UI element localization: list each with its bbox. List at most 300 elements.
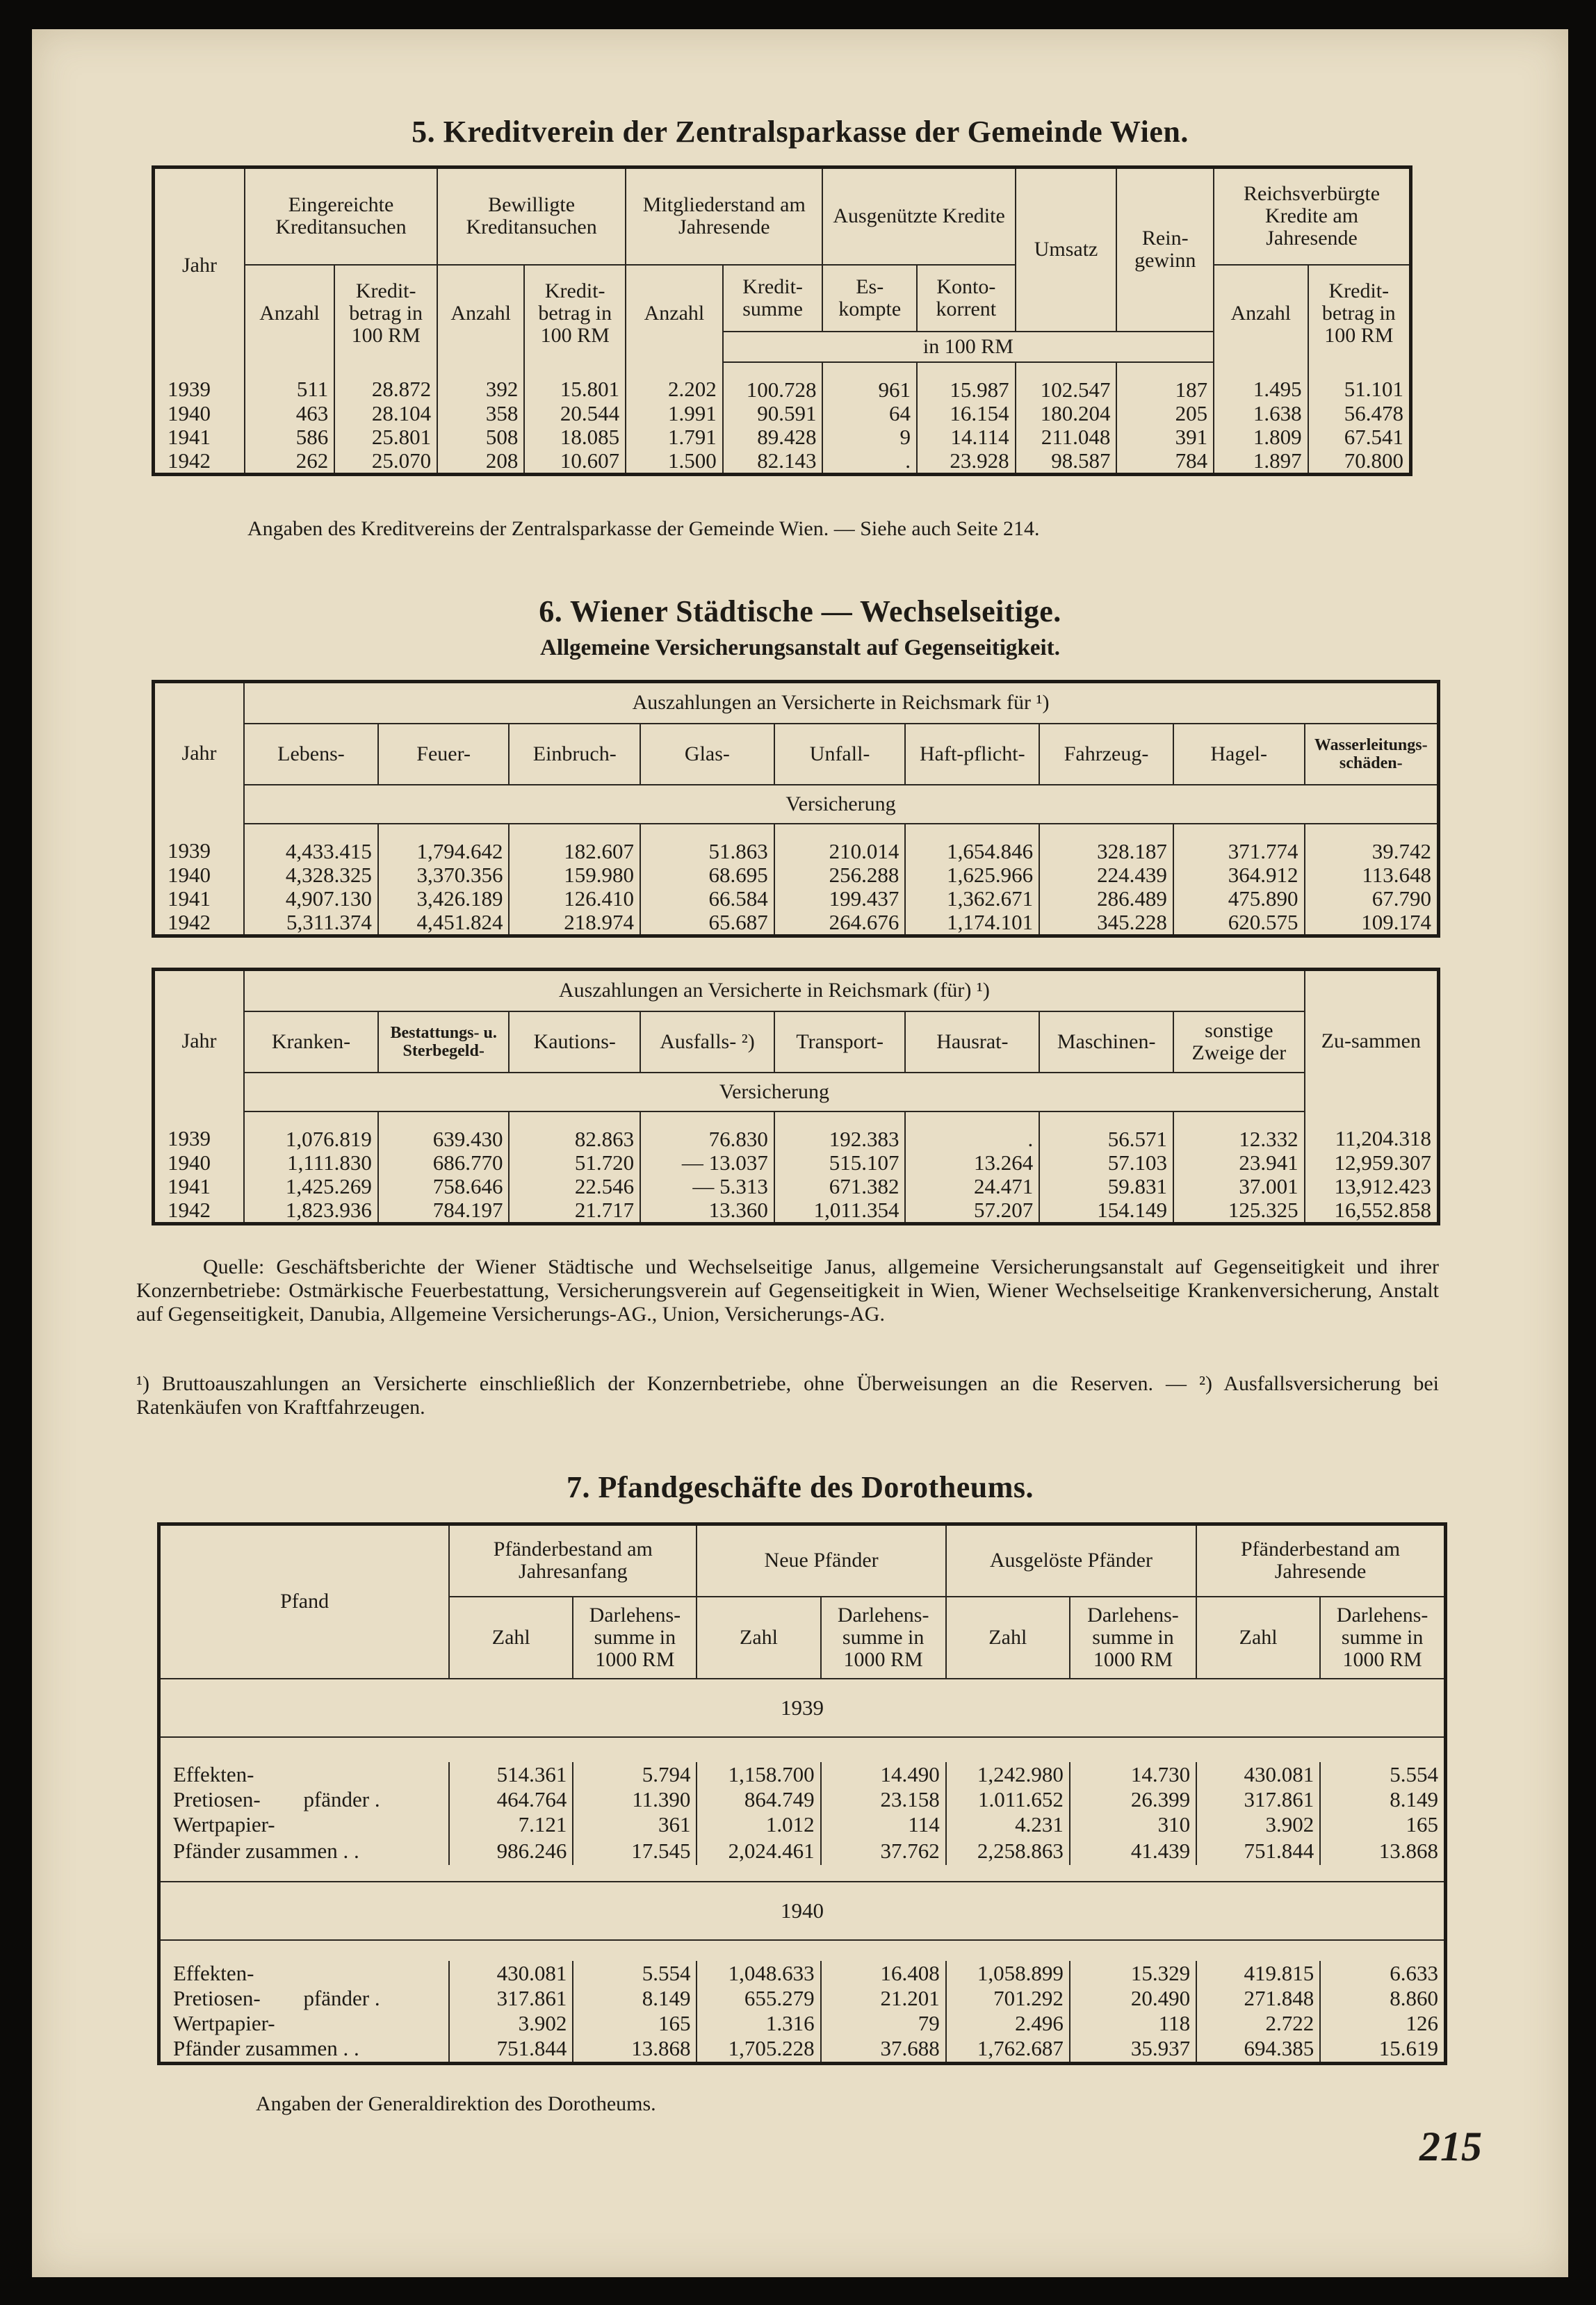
value-cell: 961: [822, 362, 917, 402]
total-cell: 15.619: [1320, 2036, 1445, 2064]
section-7-heading: [32, 1469, 1568, 1505]
insurance-table-1: [152, 680, 1440, 938]
column-header: Unfall-: [774, 724, 906, 785]
value-cell: 286.489: [1039, 887, 1173, 911]
value-cell: 9: [822, 425, 917, 449]
header-in-100-rm: in 100 RM: [723, 332, 1214, 362]
header-eingereichte: Eingereichte Kreditansuchen: [245, 168, 437, 265]
table-row: [154, 362, 1411, 402]
value-cell: 20.490: [1070, 1986, 1196, 2011]
column-header: Glas-: [640, 724, 774, 785]
section-6-title: 6. Wiener Städtische — Wechselseitige.: [539, 594, 1061, 628]
value-cell: 23.928: [917, 449, 1016, 475]
row-label-text: Pretiosen-: [173, 1786, 261, 1811]
value-cell: 1.791: [626, 425, 723, 449]
credit-union-table: [152, 165, 1412, 476]
header-versicherung: Versicherung: [244, 1073, 1305, 1111]
value-cell: 1.316: [697, 2011, 820, 2036]
value-cell: 192.383: [774, 1111, 906, 1151]
header-kreditbetrag: Kredit-betrag in 100 RM: [1308, 265, 1411, 362]
value-cell: 15.987: [917, 362, 1016, 402]
year-cell: 1941: [168, 886, 211, 911]
header-jahr: Jahr: [181, 741, 217, 765]
header-anzahl: Anzahl: [437, 265, 524, 362]
value-cell: .: [905, 1111, 1039, 1151]
total-cell: 41.439: [1070, 1837, 1196, 1865]
value-cell: 65.687: [640, 911, 774, 936]
value-cell: 1,823.936: [244, 1198, 378, 1224]
value-cell: 1,076.819: [244, 1111, 378, 1151]
value-cell: 89.428: [723, 425, 823, 449]
value-cell: 3.902: [449, 2011, 573, 2036]
value-cell: 1.495: [1214, 362, 1308, 402]
table-row: [159, 1986, 1446, 2011]
value-cell: 328.187: [1039, 824, 1173, 863]
column-header: Maschinen-: [1039, 1011, 1173, 1073]
total-cell: 1,762.687: [946, 2036, 1070, 2064]
total-cell: 13.868: [1320, 1837, 1445, 1865]
column-header: Hausrat-: [905, 1011, 1039, 1073]
total-cell: 13.868: [573, 2036, 697, 2064]
value-cell: 4,433.415: [244, 824, 378, 863]
value-cell: 208: [437, 449, 524, 475]
value-cell: 3,370.356: [378, 863, 510, 887]
value-cell: 671.382: [774, 1175, 906, 1198]
value-cell: 1,425.269: [244, 1175, 378, 1198]
value-cell: 511: [245, 362, 334, 402]
value-cell: 1,654.846: [905, 824, 1039, 863]
value-cell: 4.231: [946, 1812, 1070, 1837]
value-cell: 218.974: [509, 911, 640, 936]
row-label: [159, 1762, 450, 1787]
value-cell: 1,111.830: [244, 1151, 378, 1175]
column-header: Hagel-: [1173, 724, 1305, 785]
header-zusammen: Zu-sammen: [1305, 970, 1439, 1111]
header-auszahlungen-1: Auszahlungen an Versicherte in Reichsmark für ¹): [244, 682, 1438, 724]
header-anzahl: Anzahl: [1214, 265, 1308, 362]
year-cell: 1939: [168, 377, 211, 401]
value-cell: 5.554: [573, 1961, 697, 1986]
value-cell: 114: [821, 1812, 946, 1837]
value-cell: 317.861: [449, 1986, 573, 2011]
value-cell: 165: [573, 2011, 697, 2036]
total-label: Pfänder zusammen . .: [173, 2036, 359, 2061]
spacer-cell: [159, 1737, 1446, 1762]
header-group-neue: Neue Pfänder: [697, 1524, 945, 1597]
section-6-subtitle: Allgemeine Versicherungsanstalt auf Gegenseitigkeit.: [540, 635, 1060, 660]
header-group-ende: Pfänderbestand am Jahresende: [1196, 1524, 1445, 1597]
value-cell: 14.730: [1070, 1762, 1196, 1787]
value-cell: 317.861: [1196, 1787, 1320, 1812]
column-header: Transport-: [774, 1011, 906, 1073]
value-cell: 264.676: [774, 911, 906, 936]
row-label: [159, 2011, 450, 2036]
total-row: [159, 2036, 1446, 2064]
pfaender-suffix: pfänder .: [303, 1985, 380, 2010]
value-cell: 125.325: [1173, 1198, 1305, 1224]
header-darlehenssumme: Darlehens-summe in 1000 RM: [821, 1597, 946, 1679]
row-label: [159, 1787, 450, 1812]
value-cell: 463: [245, 402, 334, 425]
header-mitgliederstand: Mitgliederstand am Jahresende: [626, 168, 822, 265]
value-cell: 25.801: [334, 425, 437, 449]
value-cell: 37.001: [1173, 1175, 1305, 1198]
document-page: [32, 29, 1568, 2277]
value-cell: 1,625.966: [905, 863, 1039, 887]
insurance-table-2: [152, 968, 1440, 1225]
value-cell: 4,328.325: [244, 863, 378, 887]
section-5-heading: [32, 114, 1568, 149]
column-header: Kautions-: [509, 1011, 640, 1073]
value-cell: 199.437: [774, 887, 906, 911]
value-cell: 182.607: [509, 824, 640, 863]
page-number: 215: [1419, 2124, 1482, 2169]
row-label-text: Wertpapier-: [173, 2010, 275, 2035]
value-cell: 59.831: [1039, 1175, 1173, 1198]
header-jahr: Jahr: [181, 1029, 217, 1052]
header-anzahl: Anzahl: [245, 265, 334, 362]
value-cell: .: [822, 449, 917, 475]
value-cell: 13.264: [905, 1151, 1039, 1175]
header-anzahl: Anzahl: [626, 265, 723, 362]
header-eskompte: Es-kompte: [822, 265, 917, 332]
value-cell: 57.103: [1039, 1151, 1173, 1175]
header-reichsverbuergte: Reichsverbürgte Kredite am Jahresende: [1214, 168, 1410, 265]
value-cell: 1,011.354: [774, 1198, 906, 1224]
value-cell: 639.430: [378, 1111, 510, 1151]
header-darlehenssumme: Darlehens-summe in 1000 RM: [1070, 1597, 1196, 1679]
spacer-cell: [159, 1940, 1446, 1961]
value-cell: 90.591: [723, 402, 823, 425]
header-versicherung: Versicherung: [244, 785, 1438, 824]
value-cell: 475.890: [1173, 887, 1305, 911]
value-cell: 154.149: [1039, 1198, 1173, 1224]
value-cell: 1,158.700: [697, 1762, 820, 1787]
table-row: [159, 2011, 1446, 2036]
header-kontokorrent: Konto-korrent: [917, 265, 1016, 332]
header-zahl: Zahl: [1196, 1597, 1320, 1679]
value-cell: 430.081: [1196, 1762, 1320, 1787]
header-darlehenssumme: Darlehens-summe in 1000 RM: [573, 1597, 697, 1679]
header-kreditbetrag: Kredit-betrag in 100 RM: [524, 265, 626, 362]
pawn-table: [157, 1522, 1447, 2065]
spacer-row: [159, 1940, 1446, 1961]
value-cell: 392: [437, 362, 524, 402]
value-cell: 57.207: [905, 1198, 1039, 1224]
value-cell: 2.722: [1196, 2011, 1320, 2036]
value-cell: 758.646: [378, 1175, 510, 1198]
value-cell: 56.571: [1039, 1111, 1173, 1151]
value-cell: 67.790: [1305, 887, 1439, 911]
year-cell: 1940: [168, 862, 211, 887]
year-cell: 1942: [168, 448, 211, 473]
value-cell: 1.809: [1214, 425, 1308, 449]
value-cell: 126: [1320, 2011, 1445, 2036]
value-cell: 3,426.189: [378, 887, 510, 911]
value-cell: 1.012: [697, 1812, 820, 1837]
table-row: [159, 1787, 1446, 1812]
table-row: [154, 887, 1439, 911]
total-row: [159, 1837, 1446, 1865]
row-label-text: Pretiosen-: [173, 1985, 261, 2010]
value-cell: 20.544: [524, 402, 626, 425]
spacer-cell: [159, 1865, 1446, 1882]
row-label: [159, 1812, 450, 1837]
header-kreditsumme: Kredit-summe: [723, 265, 823, 332]
value-cell: 701.292: [946, 1986, 1070, 2011]
value-cell: 100.728: [723, 362, 823, 402]
total-cell: 35.937: [1070, 2036, 1196, 2064]
header-group-ausgeloeste: Ausgelöste Pfänder: [946, 1524, 1196, 1597]
value-cell: 16.408: [821, 1961, 946, 1986]
value-cell: 159.980: [509, 863, 640, 887]
section-6-source: Quelle: Geschäftsberichte der Wiener Städtische und Wechselseitige Janus, allgemeine Versicherungsanstalt auf Gegenseitigkeit und ihrer Konzernbetriebe: Ostmärkische Feuerbestattung, Versicherungsverein auf Gegenseitigkeit in Wien, Wiener Wechselseitige Krankenversicherung, Anstalt auf Gegenseitigkeit, Danubia, Allgemeine Versicherungs-AG., Union, Versicherungs-AG.: [136, 1255, 1439, 1326]
value-cell: 64: [822, 402, 917, 425]
value-cell: 514.361: [449, 1762, 573, 1787]
year-divider-row: [159, 1882, 1446, 1940]
spacer-row: [159, 1865, 1446, 1882]
value-cell: — 13.037: [640, 1151, 774, 1175]
value-cell: 1,174.101: [905, 911, 1039, 936]
value-cell: 1,242.980: [946, 1762, 1070, 1787]
value-cell: 655.279: [697, 1986, 820, 2011]
value-cell: 1.897: [1214, 449, 1308, 475]
value-cell: 12.332: [1173, 1111, 1305, 1151]
section-5-note: Angaben des Kreditvereins der Zentralsparkasse der Gemeinde Wien. — Siehe auch Seite 214.: [247, 517, 1040, 540]
header-umsatz: Umsatz: [1016, 168, 1117, 332]
section-7-note: Angaben der Generaldirektion des Dorotheums.: [256, 2092, 656, 2115]
value-cell: 11.390: [573, 1787, 697, 1812]
table-row: [154, 863, 1439, 887]
value-cell: 211.048: [1016, 425, 1117, 449]
column-header: Kranken-: [244, 1011, 378, 1073]
value-cell: 51.863: [640, 824, 774, 863]
table-row: [154, 1198, 1439, 1224]
row-label-text: Effekten-: [173, 1960, 254, 1985]
value-cell: 224.439: [1039, 863, 1173, 887]
value-cell: 4,451.824: [378, 911, 510, 936]
spacer-row: [159, 1737, 1446, 1762]
value-cell: 82.143: [723, 449, 823, 475]
value-cell: 5,311.374: [244, 911, 378, 936]
value-cell: 70.800: [1308, 449, 1411, 475]
value-cell: 180.204: [1016, 402, 1117, 425]
value-cell: 82.863: [509, 1111, 640, 1151]
value-cell: 21.717: [509, 1198, 640, 1224]
section-6-subheading: [32, 635, 1568, 661]
value-cell: 4,907.130: [244, 887, 378, 911]
total-cell: 37.688: [821, 2036, 946, 2064]
value-cell: 6.633: [1320, 1961, 1445, 1986]
year-cell: 1942: [168, 909, 211, 934]
value-cell: 16.154: [917, 402, 1016, 425]
value-cell: — 5.313: [640, 1175, 774, 1198]
year-cell: 1940: [168, 400, 211, 425]
column-header: Fahrzeug-: [1039, 724, 1173, 785]
value-cell: 2.496: [946, 2011, 1070, 2036]
value-cell: 14.490: [821, 1762, 946, 1787]
column-header: Ausfalls- ²): [640, 1011, 774, 1073]
row-label-text: Effekten-: [173, 1761, 254, 1786]
value-cell: 1,058.899: [946, 1961, 1070, 1986]
value-cell: 39.742: [1305, 824, 1439, 863]
value-cell: 11,204.318: [1305, 1111, 1439, 1151]
column-header: Haft-pflicht-: [905, 724, 1039, 785]
value-cell: 508: [437, 425, 524, 449]
header-group-anfang: Pfänderbestand am Jahresanfang: [449, 1524, 697, 1597]
table-row: [154, 911, 1439, 936]
column-header: Bestattungs- u. Sterbegeld-: [378, 1011, 510, 1073]
value-cell: 113.648: [1305, 863, 1439, 887]
value-cell: 25.070: [334, 449, 437, 475]
table-row: [159, 1961, 1446, 1986]
value-cell: 345.228: [1039, 911, 1173, 936]
value-cell: 5.794: [573, 1762, 697, 1787]
year-cell: 1942: [168, 1197, 211, 1222]
pawn-rows: [159, 1679, 1446, 2064]
year-cell: 1941: [168, 1173, 211, 1198]
value-cell: 24.471: [905, 1175, 1039, 1198]
value-cell: 79: [821, 2011, 946, 2036]
value-cell: 1,048.633: [697, 1961, 820, 1986]
value-cell: 23.941: [1173, 1151, 1305, 1175]
column-header: Lebens-: [244, 724, 378, 785]
value-cell: 5.554: [1320, 1762, 1445, 1787]
header-reingewinn: Rein-gewinn: [1116, 168, 1214, 332]
section-6-heading: [32, 594, 1568, 629]
value-cell: 76.830: [640, 1111, 774, 1151]
total-cell: 2,024.461: [697, 1837, 820, 1865]
value-cell: 22.546: [509, 1175, 640, 1198]
year-cell: 1941: [168, 424, 211, 449]
value-cell: 109.174: [1305, 911, 1439, 936]
value-cell: 205: [1116, 402, 1214, 425]
table-row: [154, 402, 1411, 425]
value-cell: 1.500: [626, 449, 723, 475]
total-label: Pfänder zusammen . .: [173, 1838, 359, 1863]
value-cell: 7.121: [449, 1812, 573, 1837]
header-kreditbetrag: Kredit-betrag in 100 RM: [334, 265, 437, 362]
header-ausgenuetzte: Ausgenützte Kredite: [822, 168, 1015, 265]
value-cell: 364.912: [1173, 863, 1305, 887]
value-cell: 15.329: [1070, 1961, 1196, 1986]
value-cell: 10.607: [524, 449, 626, 475]
value-cell: 8.149: [1320, 1787, 1445, 1812]
value-cell: 187: [1116, 362, 1214, 402]
value-cell: 26.399: [1070, 1787, 1196, 1812]
value-cell: 256.288: [774, 863, 906, 887]
value-cell: 1.638: [1214, 402, 1308, 425]
value-cell: 12,959.307: [1305, 1151, 1439, 1175]
value-cell: 28.104: [334, 402, 437, 425]
value-cell: 23.158: [821, 1787, 946, 1812]
value-cell: 3.902: [1196, 1812, 1320, 1837]
value-cell: 2.202: [626, 362, 723, 402]
table-row: [159, 1762, 1446, 1787]
value-cell: 210.014: [774, 824, 906, 863]
total-cell: 986.246: [449, 1837, 573, 1865]
value-cell: 8.149: [573, 1986, 697, 2011]
value-cell: 271.848: [1196, 1986, 1320, 2011]
value-cell: 67.541: [1308, 425, 1411, 449]
value-cell: 515.107: [774, 1151, 906, 1175]
value-cell: 464.764: [449, 1787, 573, 1812]
total-cell: 1,705.228: [697, 2036, 820, 2064]
value-cell: 16,552.858: [1305, 1198, 1439, 1224]
value-cell: 361: [573, 1812, 697, 1837]
pfaender-suffix: pfänder .: [303, 1786, 380, 1811]
header-zahl: Zahl: [697, 1597, 820, 1679]
value-cell: 51.101: [1308, 362, 1411, 402]
value-cell: 18.085: [524, 425, 626, 449]
header-darlehenssumme: Darlehens-summe in 1000 RM: [1320, 1597, 1445, 1679]
table-row: [154, 1175, 1439, 1198]
total-cell: 751.844: [1196, 1837, 1320, 1865]
total-cell: 2,258.863: [946, 1837, 1070, 1865]
value-cell: 430.081: [449, 1961, 573, 1986]
value-cell: 686.770: [378, 1151, 510, 1175]
value-cell: 358: [437, 402, 524, 425]
value-cell: 68.695: [640, 863, 774, 887]
row-label: [159, 1986, 450, 2011]
value-cell: 1,362.671: [905, 887, 1039, 911]
row-label: [159, 1961, 450, 1986]
value-cell: 1.011.652: [946, 1787, 1070, 1812]
value-cell: 1,794.642: [378, 824, 510, 863]
value-cell: 13.360: [640, 1198, 774, 1224]
year-label: 1940: [159, 1882, 1446, 1940]
value-cell: 14.114: [917, 425, 1016, 449]
column-header: Wasserleitungs-schäden-: [1305, 724, 1439, 785]
value-cell: 66.584: [640, 887, 774, 911]
total-cell: 17.545: [573, 1837, 697, 1865]
value-cell: 56.478: [1308, 402, 1411, 425]
header-zahl: Zahl: [449, 1597, 573, 1679]
row-label-text: Wertpapier-: [173, 1811, 275, 1836]
table-row: [159, 1812, 1446, 1837]
header-auszahlungen-2: Auszahlungen an Versicherte in Reichsmark (für) ¹): [244, 970, 1305, 1011]
total-cell: 694.385: [1196, 2036, 1320, 2064]
value-cell: 586: [245, 425, 334, 449]
value-cell: 15.801: [524, 362, 626, 402]
value-cell: 98.587: [1016, 449, 1117, 475]
value-cell: 784.197: [378, 1198, 510, 1224]
total-cell: 37.762: [821, 1837, 946, 1865]
section-6-footnote: ¹) Bruttoauszahlungen an Versicherte einschließlich der Konzernbetriebe, ohne Überweisungen an die Reserven. — ²) Ausfallsversicherung bei Ratenkäufen von Kraftfahrzeugen.: [136, 1372, 1439, 1419]
section-5-title: 5. Kreditverein der Zentralsparkasse der Gemeinde Wien.: [412, 115, 1189, 149]
value-cell: 620.575: [1173, 911, 1305, 936]
value-cell: 371.774: [1173, 824, 1305, 863]
value-cell: 8.860: [1320, 1986, 1445, 2011]
total-cell: 751.844: [449, 2036, 573, 2064]
column-header: Feuer-: [378, 724, 510, 785]
insurance-rows-2: [154, 1111, 1439, 1224]
year-cell: 1939: [168, 1126, 211, 1150]
value-cell: 310: [1070, 1812, 1196, 1837]
column-header: sonstige Zweige der: [1173, 1011, 1305, 1073]
year-cell: 1940: [168, 1150, 211, 1175]
table-row: [154, 1151, 1439, 1175]
header-pfand: Pfand: [280, 1590, 329, 1613]
table-row: [154, 449, 1411, 475]
value-cell: 126.410: [509, 887, 640, 911]
year-label: 1939: [159, 1679, 1446, 1737]
value-cell: 391: [1116, 425, 1214, 449]
header-bewilligte: Bewilligte Kreditansuchen: [437, 168, 626, 265]
header-zahl: Zahl: [946, 1597, 1070, 1679]
table-row: [154, 824, 1439, 863]
value-cell: 21.201: [821, 1986, 946, 2011]
